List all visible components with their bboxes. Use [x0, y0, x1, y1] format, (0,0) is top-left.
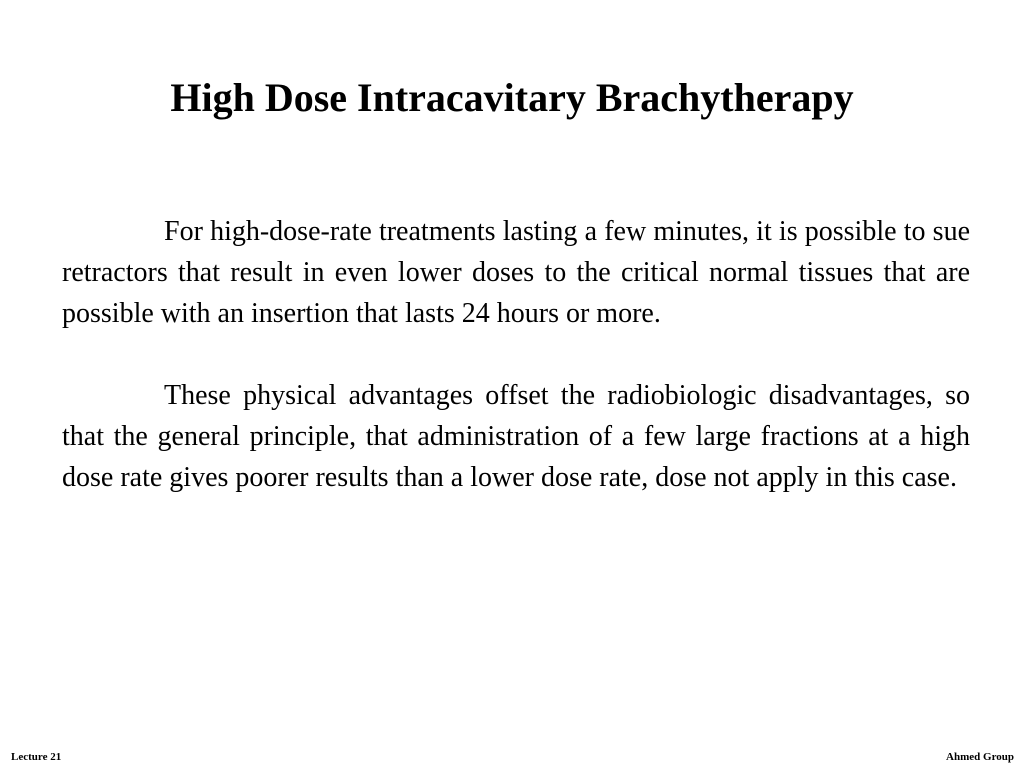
- paragraph-high-dose-rate: For high-dose-rate treatments lasting a few minutes, it is possible to sue retractors that result in even lower doses to the critical normal tissues that are possible with an insertion that lasts 24 hours or more.: [62, 216, 970, 329]
- slide-body: [62, 211, 970, 498]
- slide-title: High Dose Intracavitary Brachytherapy: [170, 75, 854, 120]
- paragraph-physical-advantages: These physical advantages offset the radiobiologic disadvantages, so that the general principle, that administration of a few large fractions at a high dose rate gives poorer results than a lower dose rate, dose not apply in this case.: [62, 380, 970, 493]
- footer-author-label: Ahmed Group: [946, 751, 1014, 763]
- footer-lecture-label: Lecture 21: [11, 751, 62, 763]
